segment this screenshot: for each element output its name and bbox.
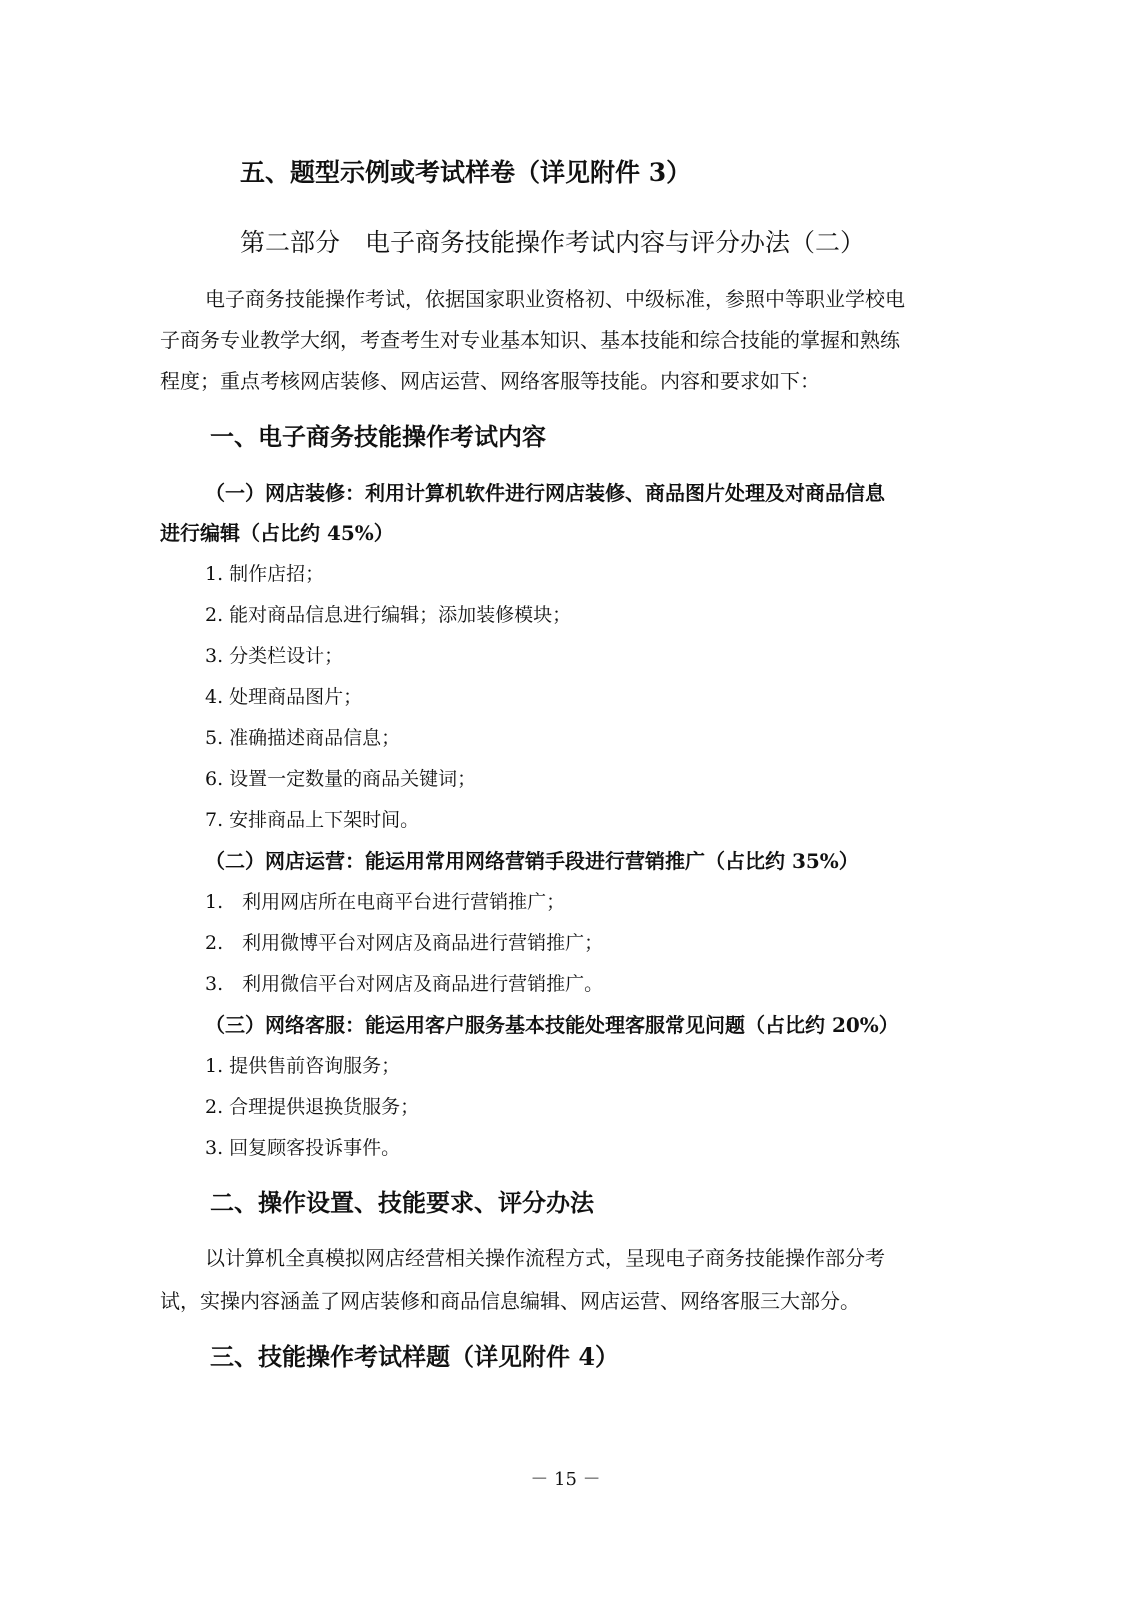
sub1-item-2: 2. 能对商品信息进行编辑；添加装修模块；	[205, 604, 572, 626]
sub1-item-6: 6. 设置一定数量的商品关键词；	[205, 768, 477, 790]
sub3-item-3: 3. 回复顾客投诉事件。	[205, 1137, 401, 1159]
settings-line-2: 试，实操内容涵盖了网店装修和商品信息编辑、网店运营、网络客服三大部分。	[160, 1289, 860, 1313]
sub2-item-1: 1. 利用网店所在电商平台进行营销推广；	[205, 891, 566, 913]
sub1-title-line-1: （一）网店装修：利用计算机软件进行网店装修、商品图片处理及对商品信息	[205, 481, 885, 505]
sub1-item-7: 7. 安排商品上下架时间。	[205, 809, 420, 831]
sub2-item-2: 2. 利用微博平台对网店及商品进行营销推广；	[205, 932, 604, 954]
sub1-item-4: 4. 处理商品图片；	[205, 686, 363, 708]
page-number: － 15 －	[530, 1469, 601, 1490]
intro-line-1: 电子商务技能操作考试，依据国家职业资格初、中级标准，参照中等职业学校电	[205, 287, 905, 311]
intro-line-3: 程度；重点考核网店装修、网店运营、网络客服等技能。内容和要求如下：	[160, 369, 820, 393]
settings-line-1: 以计算机全真模拟网店经营相关操作流程方式，呈现电子商务技能操作部分考	[205, 1246, 885, 1270]
sub1-item-1: 1. 制作店招；	[205, 563, 325, 585]
heading-content: 一、电子商务技能操作考试内容	[210, 422, 546, 451]
intro-line-2: 子商务专业教学大纲，考查考生对专业基本知识、基本技能和综合技能的掌握和熟练	[160, 328, 900, 352]
heading-settings: 二、操作设置、技能要求、评分办法	[210, 1188, 594, 1217]
section5-title: 五、题型示例或考试样卷（详见附件 3）	[240, 158, 692, 187]
sub3-title: （三）网络客服：能运用客户服务基本技能处理客服常见问题（占比约 20%）	[205, 1013, 899, 1037]
sub3-item-1: 1. 提供售前咨询服务；	[205, 1055, 401, 1077]
sub3-item-2: 2. 合理提供退换货服务；	[205, 1096, 420, 1118]
sub1-item-5: 5. 准确描述商品信息；	[205, 727, 401, 749]
sub1-title-line-2: 进行编辑（占比约 45%）	[160, 521, 394, 545]
sub2-item-3: 3. 利用微信平台对网店及商品进行营销推广。	[205, 973, 604, 995]
sub1-item-3: 3. 分类栏设计；	[205, 645, 344, 667]
part2-title: 第二部分 电子商务技能操作考试内容与评分办法（二）	[240, 228, 866, 257]
sub2-title: （二）网店运营：能运用常用网络营销手段进行营销推广（占比约 35%）	[205, 849, 859, 873]
heading-sample: 三、技能操作考试样题（详见附件 4）	[210, 1342, 620, 1371]
